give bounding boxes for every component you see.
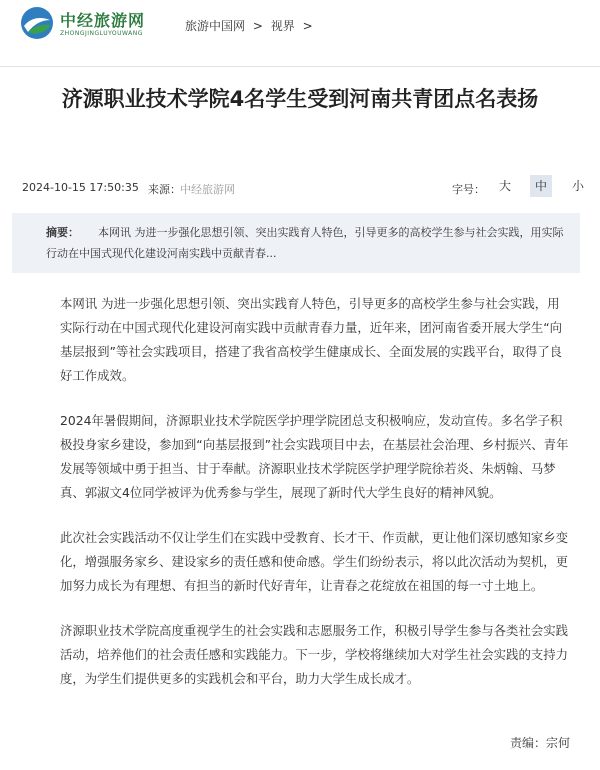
article-title: 济源职业技术学院4名学生受到河南共青团点名表扬 bbox=[61, 87, 539, 111]
summary-text: 本网讯 为进一步强化思想引领、突出实践育人特色，引导更多的高校学生参与社会实践，用实际行动在中国式现代化建设河南实践中贡献青春... bbox=[46, 226, 564, 260]
font-size-large-button[interactable]: 大 bbox=[498, 179, 511, 193]
breadcrumb-separator: > bbox=[302, 19, 313, 33]
article-paragraph: 此次社会实践活动不仅让学生们在实践中受教育、长才干、作贡献，更让他们深切感知家乡变化，增强服务家乡、建设家乡的责任感和使命感。学生们纷纷表示，将以此次活动为契机，更加努力成长为有理想、有担当的新时代好青年，让青春之花绽放在祖国的每一寸土地上。 bbox=[60, 530, 569, 593]
site-header bbox=[0, 0, 600, 44]
site-logo[interactable] bbox=[20, 6, 180, 42]
breadcrumb-separator: > bbox=[252, 19, 263, 33]
font-size-medium-button[interactable]: 中 bbox=[530, 175, 552, 197]
source-link[interactable]: 中经旅游网 bbox=[180, 183, 235, 196]
header-divider bbox=[0, 66, 600, 67]
logo-subtitle: ZHONGJINGLUYOUWANG bbox=[60, 30, 143, 37]
font-size-label: 字号： bbox=[452, 183, 485, 196]
breadcrumb-home-link[interactable]: 旅游中国网 bbox=[185, 19, 246, 33]
article-paragraph: 济源职业技术学院高度重视学生的社会实践和志愿服务工作，积极引导学生参与各类社会实践活动，培养他们的社会责任感和实践能力。下一步，学校将继续加大对学生社会实践的支持力度，为学生们提供更多的实践机会和平台，助力大学生成长成才。 bbox=[60, 623, 569, 686]
article-meta bbox=[22, 179, 592, 197]
publish-date: 2024-10-15 17:50:35 bbox=[22, 181, 139, 194]
article-paragraph: 2024年暑假期间，济源职业技术学院医学护理学院团总支积极响应，发动宣传。多名学子积极投身家乡建设，参加到“向基层报到”社会实践项目中去，在基层社会治理、乡村振兴、青年发展等领域中勇于担当、甘于奉献。济源职业技术学院医学护理学院徐若炎、朱炳翰、马梦真、郭淑文4位同学被评为优秀参与学生，展现了新时代大学生良好的精神风貌。 bbox=[60, 413, 569, 500]
logo-swirl-icon bbox=[20, 6, 54, 40]
breadcrumb bbox=[185, 17, 317, 34]
article-summary bbox=[12, 213, 580, 273]
summary-label: 摘要： bbox=[46, 226, 79, 239]
breadcrumb-section-link[interactable]: 视界 bbox=[270, 19, 295, 33]
article-paragraph: 本网讯 为进一步强化思想引领、突出实践育人特色，引导更多的高校学生参与社会实践，用实际行动在中国式现代化建设河南实践中贡献青春力量，近年来，团河南省委开展大学生“向基层报到”等社会实践项目，搭建了我省高校学生健康成长、全面发展的实践平台，取得了良好工作成效。 bbox=[60, 296, 563, 383]
editor-credit: 责编：宗何 bbox=[510, 736, 571, 750]
font-size-small-button[interactable]: 小 bbox=[571, 179, 584, 193]
article-body bbox=[60, 292, 570, 712]
source-label: 来源： bbox=[148, 183, 181, 196]
logo-name: 中经旅游网 bbox=[60, 11, 146, 30]
